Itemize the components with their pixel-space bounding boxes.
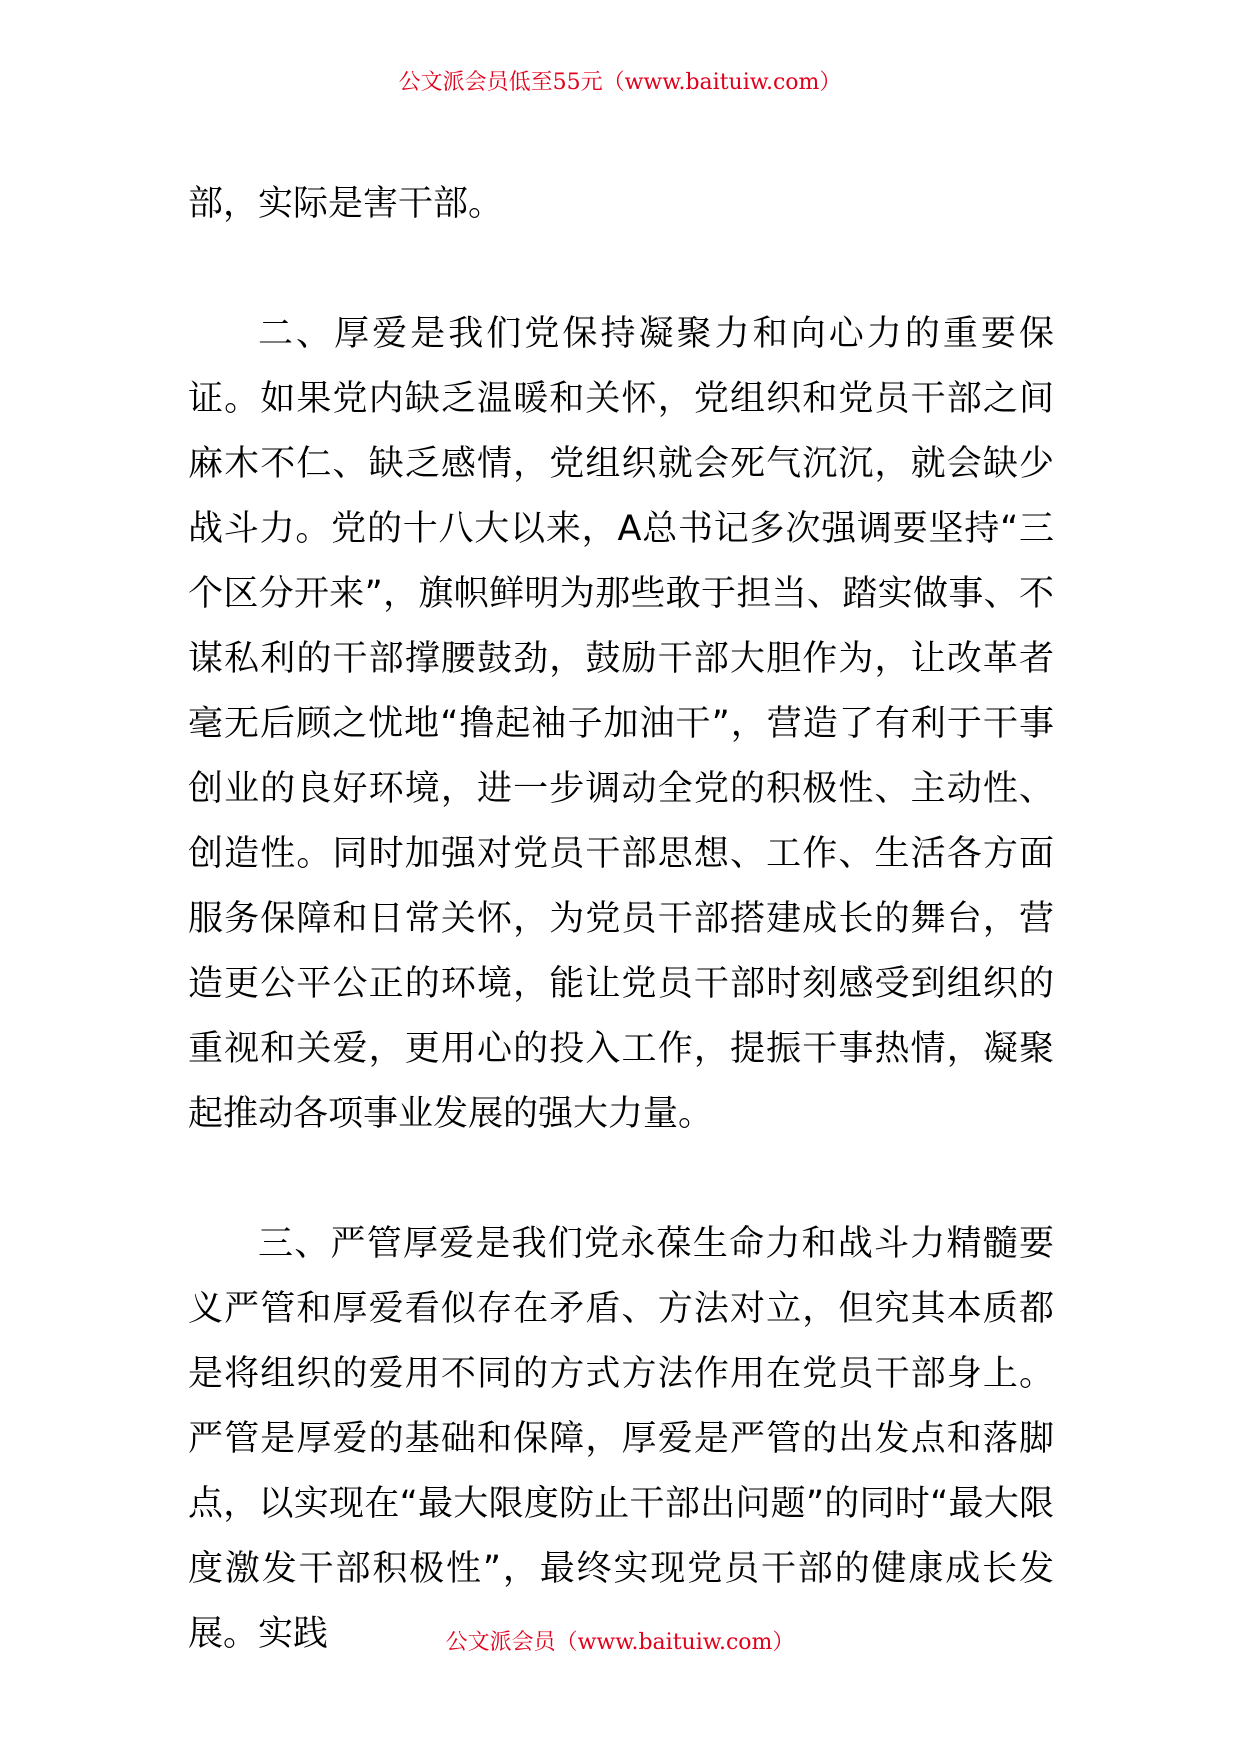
- document-body: [188, 172, 1054, 1667]
- paragraph-gap: [188, 237, 1054, 302]
- paragraph-section-three: 三、严管厚爱是我们党永葆生命力和战斗力精髓要义严管和厚爱看似存在矛盾、方法对立，但究其本质都是将组织的爱用不同的方式方法作用在党员干部身上。严管是厚爱的基础和保障，厚爱是严管的出发点和落脚点，以实现在“最大限度防止干部出问题”的同时“最大限度激发干部积极性”，最终实现党员干部的健康成长发展。实践: [188, 1224, 1054, 1654]
- paragraph-gap: [188, 1147, 1054, 1212]
- paragraph-section-two: 二、厚爱是我们党保持凝聚力和向心力的重要保证。如果党内缺乏温暖和关怀，党组织和党员干部之间麻木不仁、缺乏感情，党组织就会死气沉沉，就会缺少战斗力。党的十八大以来，A总书记多次强调要坚持“三个区分开来”，旗帜鲜明为那些敢于担当、踏实做事、不谋私利的干部撑腰鼓劲，鼓励干部大胆作为，让改革者毫无后顾之忧地“撸起袖子加油干”，营造了有利于干事创业的良好环境，进一步调动全党的积极性、主动性、创造性。同时加强对党员干部思想、工作、生活各方面服务保障和日常关怀，为党员干部搭建成长的舞台，营造更公平公正的环境，能让党员干部时刻感受到组织的重视和关爱，更用心的投入工作，提振干事热情，凝聚起推动各项事业发展的强大力量。: [188, 314, 1054, 1134]
- footer-watermark: 公文派会员（www.baituiw.com）: [445, 1630, 795, 1655]
- paragraph-continuation: 部，实际是害干部。: [188, 184, 504, 224]
- header-watermark: 公文派会员低至55元（www.baituiw.com）: [398, 70, 842, 95]
